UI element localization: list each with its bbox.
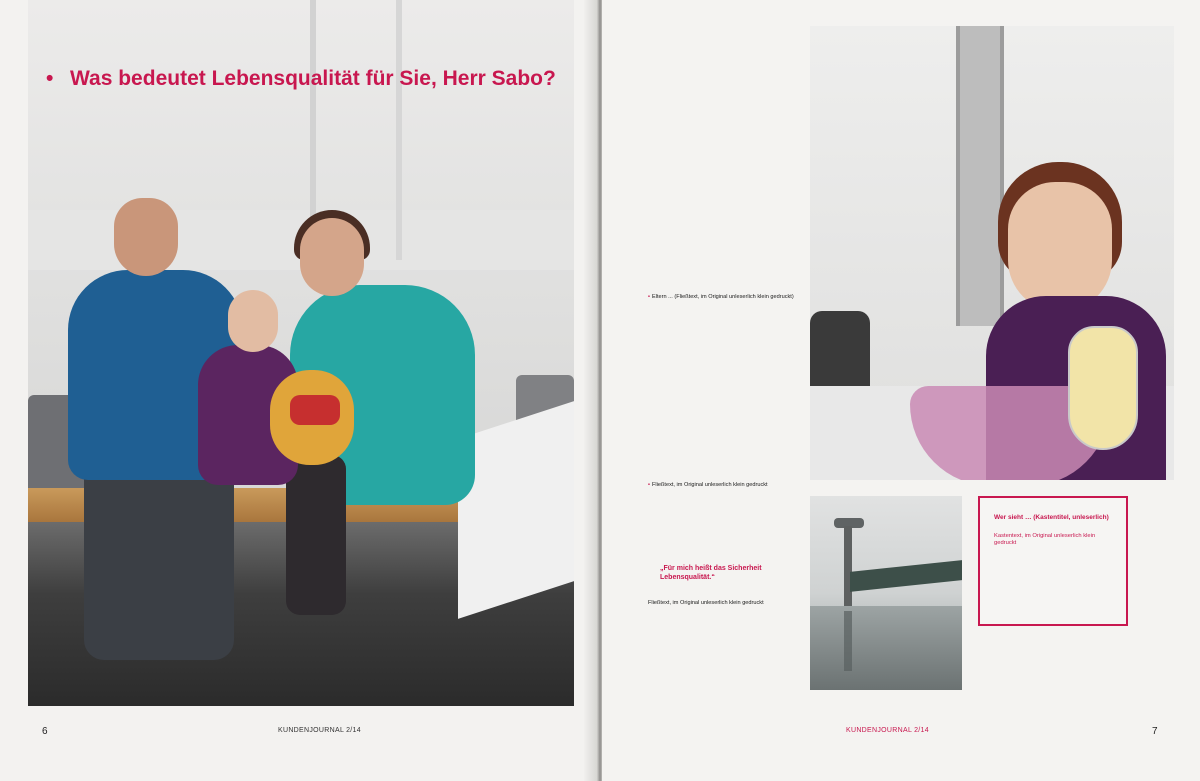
paragraph-marker-icon: • xyxy=(648,294,650,300)
white-panel xyxy=(458,401,574,619)
page-number-left: 6 xyxy=(42,726,48,737)
dessert-glass xyxy=(1068,326,1138,450)
article-paragraph: • Eltern ... (Fließtext, im Original unleserlich klein gedruckt) xyxy=(648,294,794,300)
woman-figure-head xyxy=(300,218,364,296)
bullet-icon: • xyxy=(46,67,54,90)
info-box-text: Kastentext, im Original unleserlich klein gedruckt xyxy=(994,532,1096,547)
article-column-2 xyxy=(648,482,794,495)
girl-photo xyxy=(810,26,1174,480)
man-figure-head xyxy=(114,198,178,276)
headline-text: Was bedeutet Lebensqualität für Sie, Herr Sabo? xyxy=(70,67,556,90)
article-column-3 xyxy=(648,600,794,613)
river-water xyxy=(810,606,962,690)
info-box xyxy=(978,496,1128,626)
footer-left: KUNDENJOURNAL 2/14 xyxy=(278,727,361,734)
girl-figure-legs xyxy=(286,455,346,615)
footer-right: KUNDENJOURNAL 2/14 xyxy=(846,727,929,734)
paragraph-marker-icon: • xyxy=(648,482,650,488)
page-number-right: 7 xyxy=(1152,726,1158,737)
info-box-title: Wer sieht … (Kastentitel, unleserlich) xyxy=(994,514,1109,521)
window-frame xyxy=(956,26,1004,326)
bridge-photo xyxy=(810,496,962,690)
bridge-deck xyxy=(850,560,962,592)
family-photo xyxy=(28,0,574,706)
teddy-bear-shirt xyxy=(290,395,340,425)
article-paragraph: • Fließtext, im Original unleserlich klein gedruckt xyxy=(648,482,768,488)
article-paragraph: Fließtext, im Original unleserlich klein gedruckt xyxy=(648,600,764,606)
left-page xyxy=(0,0,598,781)
girl-face xyxy=(1008,182,1112,312)
pylon-reflection xyxy=(844,611,852,671)
article-column-1 xyxy=(648,294,794,307)
page-headline xyxy=(46,66,586,92)
pull-quote: „Für mich heißt das Sicherheit Lebensqualität.“ xyxy=(660,565,762,581)
girl-figure-head xyxy=(228,290,278,352)
